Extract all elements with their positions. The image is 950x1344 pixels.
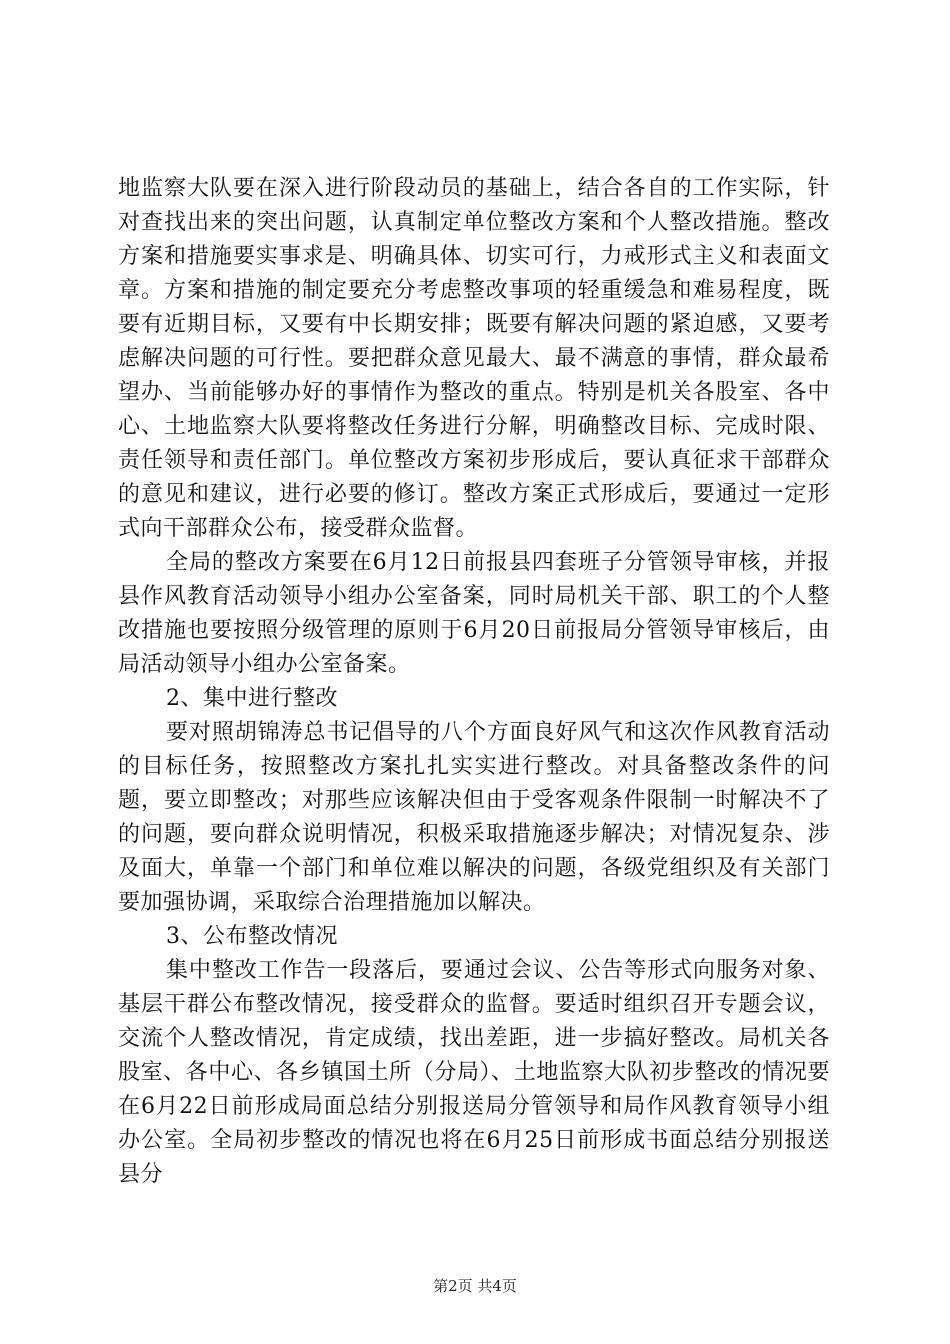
paragraph-overall-plan: 全局的整改方案要在6月12日前报县四套班子分管领导审核，并报县作风教育活动领导小组办公室备案，同时局机关干部、职工的个人整改措施也要按照分级管理的原则于6月20日前报局分管领导审核后，由局活动领导小组办公室备案。 [118,550,830,677]
section-heading-2: 2、集中进行整改 [166,686,338,711]
document-body [118,172,830,1192]
page-number-label: 第2页 共4页 [433,1277,517,1295]
paragraph-continuation: 地监察大队要在深入进行阶段动员的基础上，结合各自的工作实际，针对查找出来的突出问题，认真制定单位整改方案和个人整改措施。整改方案和措施要实事求是、明确具体、切实可行，力戒形式主义和表面文章。方案和措施的制定要充分考虑整改事项的轻重缓急和难易程度，既要有近期目标，又要有中长期安排；既要有解决问题的紧迫感，又要考虑解决问题的可行性。要把群众意见最大、最不满意的事情，群众最希望办、当前能够办好的事情作为整改的重点。特别是机关各股室、各中心、土地监察大队要将整改任务进行分解，明确整改目标、完成时限、责任领导和责任部门。单位整改方案初步形成后，要认真征求干部群众的意见和建议，进行必要的修订。整改方案正式形成后，要通过一定形式向干部群众公布，接受群众监督。 [118,176,830,541]
paragraph-publish-results: 集中整改工作告一段落后，要通过会议、公告等形式向服务对象、基层干群公布整改情况，接受群众的监督。要适时组织召开专题会议，交流个人整改情况，肯定成绩，找出差距，进一步搞好整改。局机关各股室、各中心、各乡镇国土所（分局）、土地监察大队初步整改的情况要在6月22日前形成局面总结分别报送局分管领导和局作风教育领导小组办公室。全局初步整改的情况也将在6月25日前形成书面总结分别报送县分 [118,958,830,1187]
page-footer [0,1276,950,1296]
section-heading-3: 3、公布整改情况 [166,924,338,949]
paragraph-centralized-rectification: 要对照胡锦涛总书记倡导的八个方面良好风气和这次作风教育活动的目标任务，按照整改方案扎扎实实进行整改。对具备整改条件的问题，要立即整改；对那些应该解决但由于受客观条件限制一时解决不了的问题，要向群众说明情况，积极采取措施逐步解决；对情况复杂、涉及面大，单靠一个部门和单位难以解决的问题，各级党组织及有关部门要加强协调，采取综合治理措施加以解决。 [118,720,830,915]
